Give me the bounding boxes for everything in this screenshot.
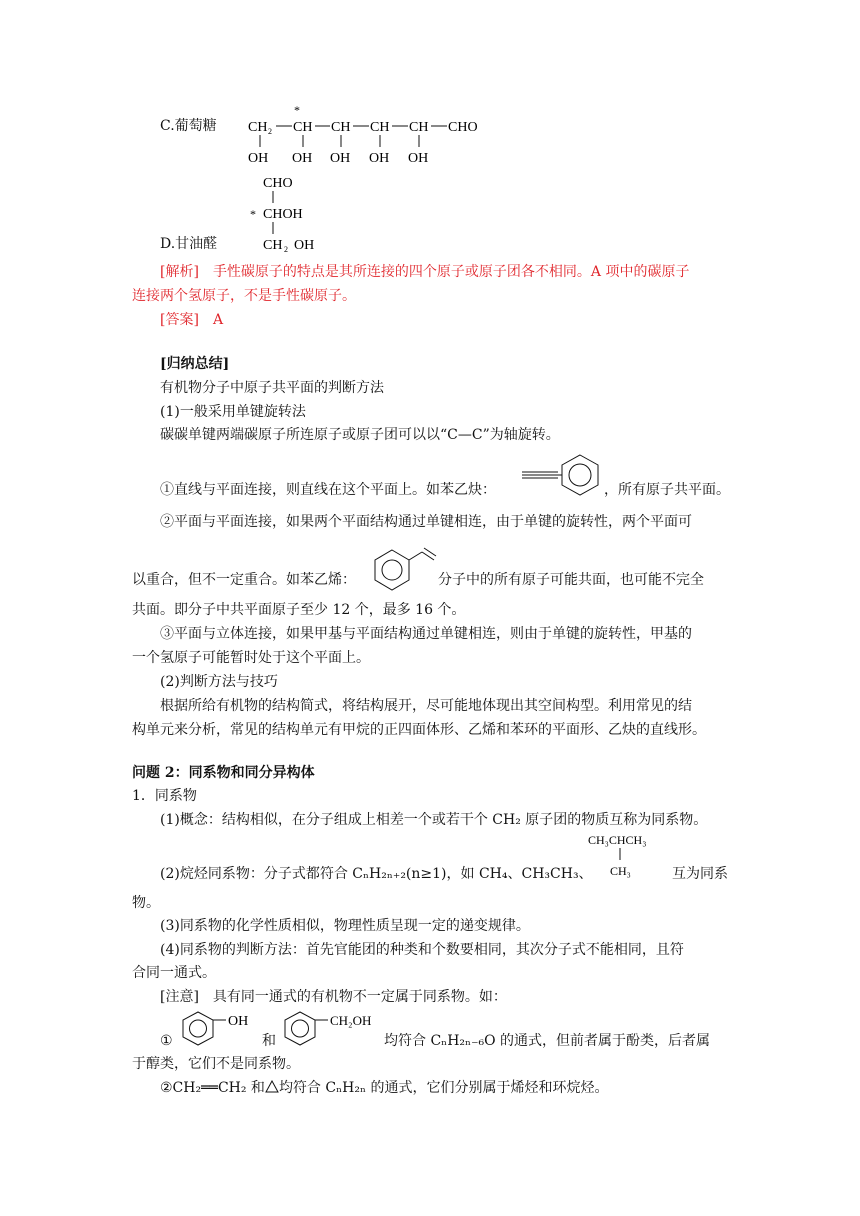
q2-heading: 问题 2：同系物和同分异构体 bbox=[132, 765, 315, 781]
svg-text:CH: CH bbox=[409, 120, 429, 135]
cyclopropane-icon bbox=[265, 1080, 279, 1093]
summary-s2: (2)判断方法与技巧 bbox=[160, 674, 278, 690]
analysis-line-2: 连接两个氢原子，不是手性碳原子。 bbox=[132, 288, 356, 304]
q2-n1-num: ① bbox=[160, 1033, 173, 1049]
svg-text:CH₂OH: CH₂OH bbox=[330, 1013, 372, 1028]
phenylacetylene-structure bbox=[520, 452, 604, 498]
svg-text:CH: CH bbox=[370, 120, 390, 135]
q2-n1-a: 均符合 CₙH₂ₙ₋₆O 的通式，但前者属于酚类，后者属 bbox=[384, 1033, 711, 1049]
benzyl-alcohol-structure bbox=[282, 1008, 386, 1048]
svg-text:CHO: CHO bbox=[448, 120, 478, 135]
chiral-star: * bbox=[294, 103, 300, 117]
q2-n1-b: 于醇类，它们不是同系物。 bbox=[132, 1056, 300, 1072]
item3-text-a: ③平面与立体连接，如果甲基与平面结构通过单键相连，则由于单键的旋转性，甲基的 bbox=[160, 626, 692, 642]
analysis-tag: [解析] bbox=[160, 264, 199, 280]
svg-text:CHOH: CHOH bbox=[263, 207, 303, 222]
item1-text-b: ，所有原子共平面。 bbox=[604, 482, 730, 498]
svg-text:OH: OH bbox=[228, 1014, 249, 1029]
chiral-star-d: * bbox=[250, 207, 256, 221]
summary-heading: [归纳总结] bbox=[160, 356, 230, 372]
svg-text:CH₃: CH₃ bbox=[610, 864, 631, 878]
svg-text:CH: CH bbox=[331, 120, 351, 135]
svg-text:2: 2 bbox=[284, 245, 288, 254]
svg-text:CH₃CHCH₃: CH₃CHCH₃ bbox=[588, 833, 647, 847]
svg-text:CHO: CHO bbox=[263, 176, 293, 191]
glucose-ch2: CH bbox=[248, 120, 268, 135]
svg-text:OH: OH bbox=[294, 238, 315, 253]
phenol-structure bbox=[180, 1008, 262, 1048]
item1-text-a: ①直线与平面连接，则直线在这个平面上。如苯乙炔： bbox=[160, 482, 496, 498]
item3-text-b: 一个氢原子可能暂时处于这个平面上。 bbox=[132, 650, 370, 666]
item2-text-b: 以重合，但不一定重合。如苯乙烯： bbox=[132, 572, 356, 588]
q2-h1: 1．同系物 bbox=[132, 788, 197, 804]
summary-title: 有机物分子中原子共平面的判断方法 bbox=[160, 380, 384, 396]
svg-text:CH: CH bbox=[293, 120, 313, 135]
glucose-structure bbox=[246, 100, 586, 170]
svg-text:OH: OH bbox=[292, 151, 313, 166]
q2-p4-b: 合同一通式。 bbox=[132, 965, 216, 981]
q2-p3: (3)同系物的化学性质相似，物理性质呈现一定的递变规律。 bbox=[160, 918, 530, 934]
option-d-label: D.甘油醛 bbox=[160, 236, 218, 252]
q2-p1: (1)概念：结构相似，在分子组成上相差一个或若干个 CH₂ 原子团的物质互称为同系物。 bbox=[160, 812, 708, 828]
item2-text-d: 共面。即分子中共平面原子至少 12 个，最多 16 个。 bbox=[132, 602, 466, 618]
svg-text:OH: OH bbox=[369, 151, 390, 166]
svg-text:CH: CH bbox=[263, 238, 283, 253]
svg-text:2: 2 bbox=[268, 127, 272, 136]
item2-text-a: ②平面与平面连接，如果两个平面结构通过单键相连，由于单键的旋转性，两个平面可 bbox=[160, 514, 692, 530]
summary-s1: (1)一般采用单键旋转法 bbox=[160, 404, 306, 420]
glyceraldehyde-structure bbox=[248, 172, 368, 254]
q2-p4-a: (4)同系物的判断方法：首先官能团的种类和个数要相同，其次分子式不能相同，且符 bbox=[160, 942, 684, 958]
answer: [答案] A bbox=[160, 312, 224, 328]
item2-text-c: 分子中的所有原子可能共面，也可能不完全 bbox=[438, 572, 704, 588]
svg-text:OH: OH bbox=[408, 151, 429, 166]
option-c-label: C.葡萄糖 bbox=[160, 118, 217, 134]
styrene-structure bbox=[372, 540, 438, 598]
summary-s1-text: 碳碳单键两端碳原子所连原子或原子团可以以“C—C”为轴旋转。 bbox=[160, 427, 560, 443]
summary-s2-b: 构单元来分析，常见的结构单元有甲烷的正四面体形、乙烯和苯环的平面形、乙炔的直线形。 bbox=[132, 722, 706, 738]
svg-text:OH: OH bbox=[330, 151, 351, 166]
q2-n1-and: 和 bbox=[262, 1033, 276, 1049]
q2-p2-c: 物。 bbox=[132, 895, 160, 911]
svg-text:OH: OH bbox=[248, 151, 269, 166]
q2-note: [注意] 具有同一通式的有机物不一定属于同系物。如： bbox=[160, 989, 507, 1005]
q2-p2-a: (2)烷烃同系物：分子式都符合 CₙH₂ₙ₊₂(n≥1)，如 CH₄、CH₃CH₃、 bbox=[160, 866, 593, 882]
summary-s2-a: 根据所给有机物的结构简式，将结构展开，尽可能地体现出其空间构型。利用常见的结 bbox=[160, 698, 692, 714]
q2-n2: ②CH₂══CH₂ 和 均符合 CₙH₂ₙ 的通式，它们分别属于烯烃和环烷烃。 bbox=[160, 1080, 609, 1096]
q2-p2-b: 互为同系 bbox=[672, 866, 728, 882]
analysis-line-1: [解析] 手性碳原子的特点是其所连接的四个原子或原子团各不相同。A 项中的碳原子 bbox=[160, 264, 690, 280]
